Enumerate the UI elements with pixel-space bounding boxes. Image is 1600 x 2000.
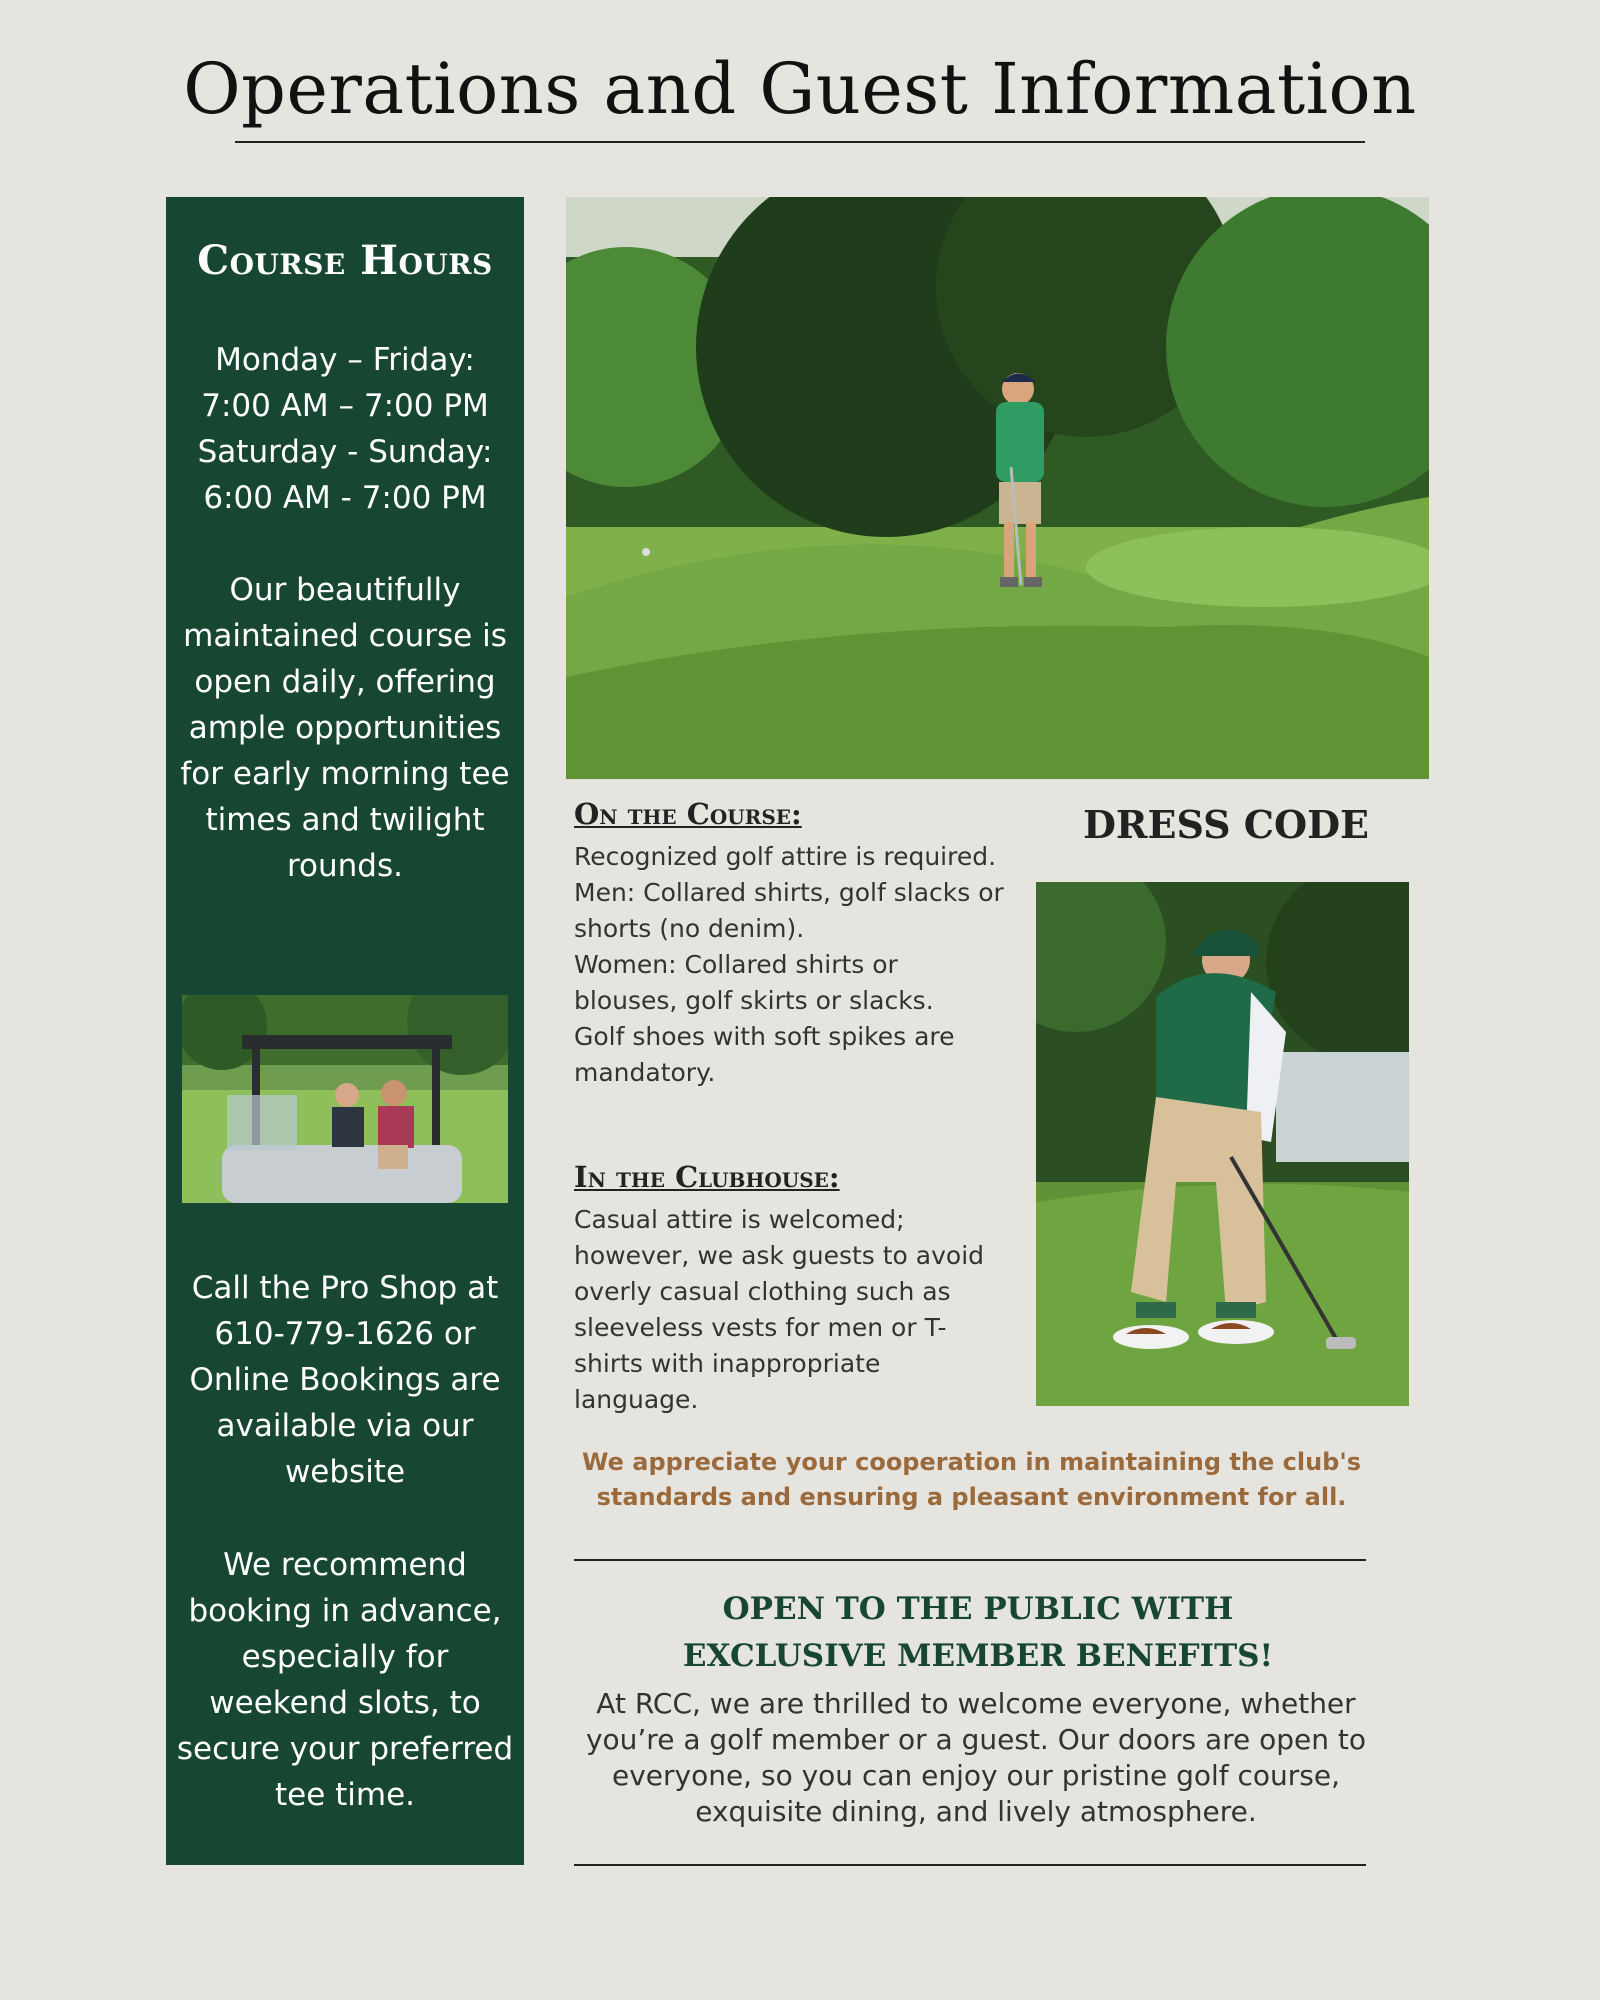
clubhouse-heading: In the Clubhouse: (574, 1160, 840, 1194)
course-description: Our beautifully maintained course is open daily, offering ample opportunities for early morning tee times and twilight rounds. (180, 572, 510, 884)
appreciation-note: We appreciate your cooperation in maintaining the club's standards and ensuring a pleasant environment for all. (582, 1448, 1361, 1511)
clubhouse-rules: Casual attire is welcomed; however, we ask guests to avoid overly casual clothing such as sleeveless vests for men or T-shirts with inappropriate language. (574, 1205, 985, 1414)
open-public-text: At RCC, we are thrilled to welcome everyone, whether you’re a golf member or a guest. Our doors are open to everyone, so you can enjoy our pristine golf course, exquisite dining, and lively atmosphere. (585, 1687, 1367, 1828)
golf-cart-photo (182, 995, 508, 1203)
hours-weekday-label: Monday – Friday: (215, 342, 475, 378)
golfer-putting-photo (566, 197, 1429, 779)
open-public-heading (574, 1586, 1382, 1680)
on-course-rule: Recognized golf attire is required. (574, 842, 997, 871)
open-public-heading-line: OPEN TO THE PUBLIC WITH (722, 1591, 1234, 1627)
dressed-golfer-photo (1036, 882, 1409, 1406)
hours-list (176, 337, 514, 521)
hours-weekend-label: Saturday - Sunday: (197, 434, 493, 470)
on-course-rule: Women: Collared shirts or blouses, golf skirts or slacks. (574, 950, 934, 1015)
open-public-heading-line: EXCLUSIVE MEMBER BENEFITS! (682, 1638, 1274, 1674)
hours-weekday-time: 7:00 AM – 7:00 PM (201, 388, 489, 424)
dress-code-title: DRESS CODE (1082, 802, 1370, 847)
course-hours-heading: Course Hours (197, 237, 493, 284)
on-course-heading: On the Course: (574, 797, 802, 831)
section-divider (574, 1559, 1366, 1561)
pro-shop-contact: Call the Pro Shop at 610-779-1626 or Online Bookings are available via our website (189, 1270, 501, 1490)
bottom-divider (574, 1864, 1366, 1866)
booking-recommendation: We recommend booking in advance, especially for weekend slots, to secure your preferred tee time. (176, 1547, 514, 1813)
title-divider (235, 141, 1365, 143)
on-course-rule: Men: Collared shirts, golf slacks or shorts (no denim). (574, 878, 1004, 943)
hours-weekend-time: 6:00 AM - 7:00 PM (203, 480, 487, 516)
on-course-rules (574, 839, 1004, 1091)
page-title: Operations and Guest Information (183, 48, 1417, 130)
on-course-rule: Golf shoes with soft spikes are mandatory. (574, 1022, 955, 1087)
